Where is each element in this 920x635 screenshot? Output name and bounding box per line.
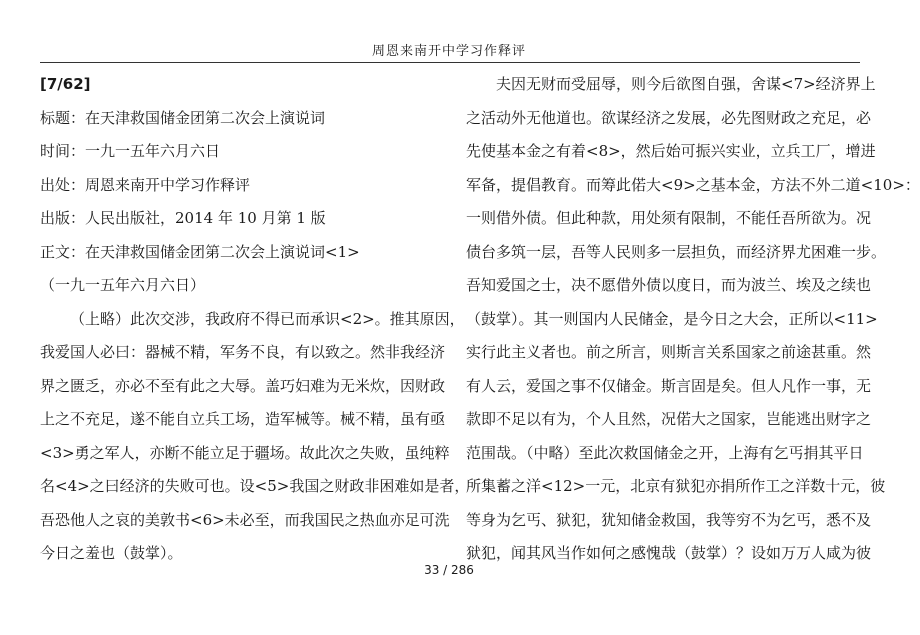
body-text-line: 今日之羞也（鼓掌）。: [40, 544, 183, 562]
body-text-line: 有人云，爱国之事不仅储金。斯言固是矣。但人凡作一事，无: [466, 376, 872, 395]
right-column: [466, 68, 920, 571]
meta-body-heading-line: 正文：在天津救国储金团第二次会上演说词<1>: [40, 242, 360, 261]
body-text-line: 所集蓄之洋<12>一元，北京有狱犯亦捐所作工之洋数十元，彼: [466, 477, 886, 495]
body-text-line: 先使基本金之有着<8>，然后始可振兴实业，立兵工厂，增进: [466, 142, 876, 160]
body-text-line: 吾恐他人之哀的美敦书<6>未必至，而我国民之热血亦足可洗: [40, 510, 450, 529]
date-line: （一九一五年六月六日）: [40, 276, 206, 294]
body-text-line: 夫因无财而受屈辱，则今后欲图自强，舍谋<7>经济界上: [496, 75, 876, 93]
body-text-line: 债台多筑一层，吾等人民则多一层担负，而经济界尤困难一步。: [466, 242, 887, 261]
body-text-line: 军备，提倡教育。而筹此偌大<9>之基本金，方法不外二道<10>：: [466, 175, 920, 194]
header-title: 周恩来南开中学习作释评: [371, 44, 526, 59]
body-text-line: 一则借外债。但此种款，用处须有限制，不能任吾所欲为。况: [466, 209, 872, 227]
body-text-line: 等身为乞丐、狱犯，犹知储金救国，我等穷不为乞丐，悉不及: [466, 510, 872, 529]
body-text-line: 界之匮乏，亦必不至有此之大辱。盖巧妇难为无米炊，因财政: [40, 376, 446, 395]
meta-title-line: 标题：在天津救国储金团第二次会上演说词: [40, 108, 326, 127]
body-text-line: 名<4>之曰经济的失败可也。设<5>我国之财政非困难如是者，: [40, 477, 470, 495]
header-divider: [40, 62, 860, 63]
body-text-line: 我爱国人必曰：器械不精，军务不良，有以致之。然非我经济: [40, 343, 446, 361]
body-text-line: 吾知爱国之士，决不愿借外债以度日，而为波兰、埃及之续也: [466, 276, 872, 294]
body-text-line: 实行此主义者也。前之所言，则斯言关系国家之前途甚重。然: [466, 343, 872, 361]
body-text-line: （鼓掌）。其一则国内人民储金，是今日之大会，正所以<11>: [466, 309, 878, 328]
meta-source-line: 出处：周恩来南开中学习作释评: [40, 175, 251, 194]
body-text-line: （上略）此次交涉，我政府不得已而承识<2>。推其原因，: [70, 309, 465, 328]
body-text-line: 范围哉。（中略）至此次救国储金之开，上海有乞丐捐其平日: [466, 443, 864, 462]
body-text-line: 款即不足以有为，个人且然，况偌大之国家，岂能逃出财字之: [466, 410, 872, 428]
body-text-line: 上之不充足，遂不能自立兵工场，造军械等。械不精，虽有亟: [40, 410, 446, 428]
page-number: 33 / 286: [424, 563, 474, 577]
entry-index: [7/62]: [40, 75, 91, 93]
meta-time-line: 时间：一九一五年六月六日: [40, 142, 221, 160]
body-text-line: 狱犯，闻其风当作如何之感愧哉（鼓掌）？设如万万人咸为彼: [466, 544, 872, 562]
meta-publisher-line: 出版：人民出版社，2014 年 10 月第 1 版: [40, 209, 326, 227]
body-text-line: 之活动外无他道也。欲谋经济之发展，必先图财政之充足，必: [466, 108, 872, 127]
body-text-line: <3>勇之军人，亦断不能立足于疆场。故此次之失败，虽纯粹: [40, 443, 450, 462]
